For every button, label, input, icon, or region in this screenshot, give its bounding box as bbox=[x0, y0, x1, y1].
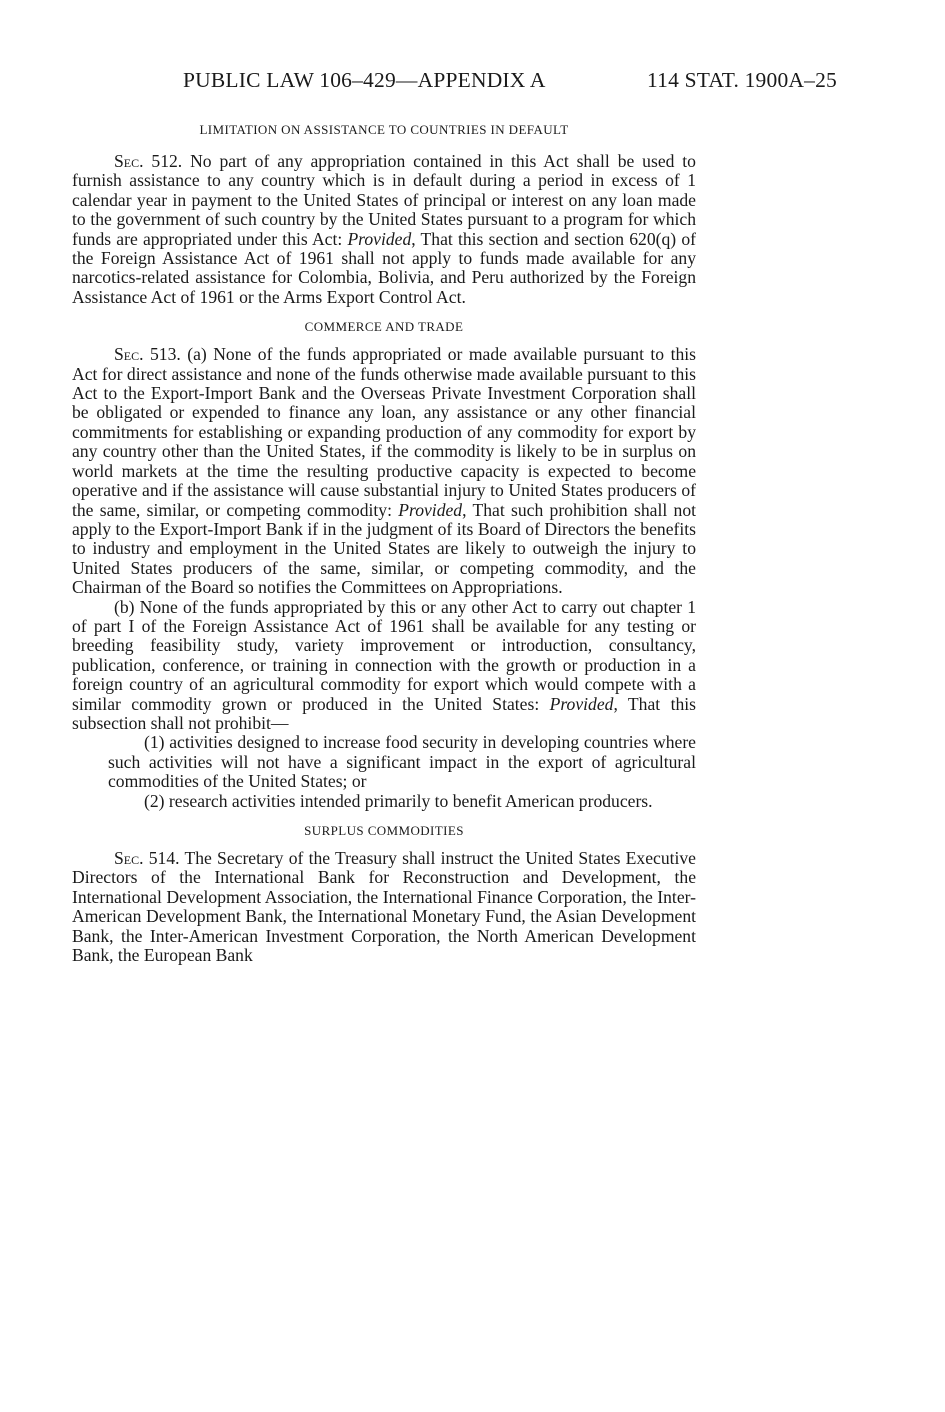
sec-512-text-b: , That this section and section 620(q) of the Foreign Assistance Act of 1961 shall not apply to funds made available for any narcotics-related assistance for Colombia, Bolivia, and Peru authorized by the Foreign Assistance Act of 1961 or the Arms Export Control Act. bbox=[72, 228, 696, 307]
sec-513a-text-b: , That such prohibition shall not apply to the Export-Import Bank if in the judgment of its Board of Directors the benefits to industry and employment in the United States are likely to outweigh the injury to United States producers of the same, similar, or competing commodity, and the Chairman of the Board so notifies the Committees on Appropriations. bbox=[72, 499, 697, 598]
sec-512-provided: Provided bbox=[347, 228, 412, 249]
document-body bbox=[72, 120, 696, 965]
sec-513b-text-b: , That this subsection shall not prohibit— bbox=[72, 693, 696, 733]
section-512-paragraph bbox=[72, 152, 696, 307]
sec-512-text-a: No part of any appropriation contained in this Act shall be used to furnish assistance to any country which is in default during a period in excess of 1 calendar year in payment to the United States of principal or interest on any loan made to the government of such country by the United States pursuant to a program for which funds are appropriated under this Act: bbox=[72, 151, 696, 249]
header-title: PUBLIC LAW 106–429—APPENDIX A bbox=[183, 68, 546, 92]
sec-513b-provided: Provided bbox=[549, 693, 614, 714]
page-header bbox=[183, 68, 837, 98]
sec-513a-provided: Provided bbox=[398, 499, 463, 520]
header-stat-citation: 114 STAT. 1900A–25 bbox=[646, 68, 837, 92]
sec-513b-text-a: (b) None of the funds appropriated by this or any other Act to carry out chapter 1 of part I of the Foreign Assistance Act of 1961 shall be available for any testing or breeding feasibility study, variety improvement or introduction, consultancy, publication, conference, or training in connection with the growth or production in a foreign country of an agricultural commodity for export which would compete with a similar commodity grown or produced in the United States: bbox=[72, 596, 696, 714]
sec-514-label: Sec. 514. bbox=[114, 848, 180, 868]
list-item: (1) activities designed to increase food security in developing countries where such activities will not have a significant impact in the export of agricultural commodities of the United States; or bbox=[108, 732, 696, 792]
sec-513-label: Sec. 513. bbox=[114, 344, 181, 365]
sec-514-text: The Secretary of the Treasury shall instruct the United States Executive Directors of the International Bank for Reconstruction and Development, the International Development Association, the International Finance Corporation, the Inter-American Development Bank, the International Monetary Fund, the Asian Development Bank, the Inter-American Investment Corporation, the North American Development Bank, the European Bank bbox=[72, 848, 696, 966]
sec-513a-text-a: (a) None of the funds appropriated or made available pursuant to this Act for direct assistance and none of the funds otherwise made available pursuant to this Act to the Export-Import Bank and the Overseas Private Investment Corporation shall be obligated or expended to finance any loan, any assistance or any other financial commitments for establishing or expanding production of any commodity for export by any country other than the United States, if the commodity is likely to be in surplus on world markets at the time the resulting productive capacity is expected to become operative and if the assistance will cause substantial injury to United States producers of the same, similar, or competing commodity: bbox=[72, 344, 696, 520]
section-heading-514: SURPLUS COMMODITIES bbox=[304, 823, 464, 838]
section-513b-paragraph bbox=[72, 598, 696, 734]
section-heading-512: LIMITATION ON ASSISTANCE TO COUNTRIES IN DEFAULT bbox=[199, 122, 569, 137]
section-514-paragraph bbox=[72, 849, 696, 965]
sec-513b-list bbox=[72, 733, 696, 811]
section-513a-paragraph bbox=[72, 345, 696, 597]
list-item: (2) research activities intended primarily to benefit American producers. bbox=[144, 790, 653, 811]
section-heading-513: COMMERCE AND TRADE bbox=[304, 319, 464, 335]
sec-512-label: Sec. 512. bbox=[114, 151, 183, 171]
